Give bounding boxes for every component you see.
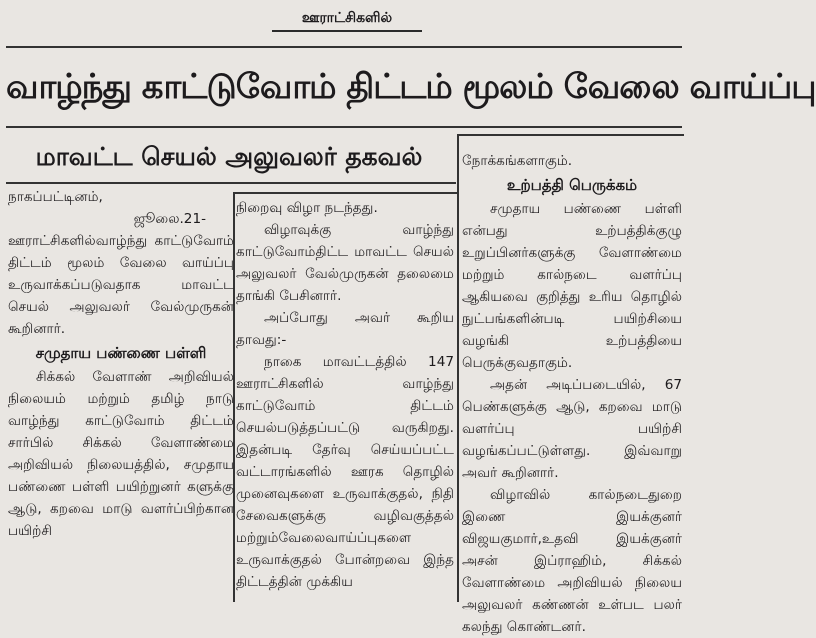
paragraph: சிக்கல் வேளாண் அறிவியல் நிலையம் மற்றும் தமிழ் நாடு வாழ்ந்து காட்டுவோம் திட்டம் சார்பில் சிக்கல் வேளாண்மை அறிவியல் நிலையத்தில், சமுதாய பண்ணை பள்ளி பயிற்றுனர் களுக்கு ஆடு, கறவை மாடு வளர்ப்பிற்கான பயிற்சி [8, 369, 234, 539]
dateline-date: ஜூலை.21- [133, 211, 206, 227]
kicker-label: ஊராட்சிகளில் [272, 10, 422, 32]
paragraph: விழாவில் கால்நடைதுறை இணை இயக்குனர் விஜயகுமார்,உதவி இயக்குனர் அசன் இப்ராஹிம், சிக்கல் வேளாண்மை அறிவியல் நிலைய அலுவலர் கண்ணன் உள்பட பலர் கலந்து கொண்டனர். [462, 487, 682, 635]
paragraph: நிறைவு விழா நடந்தது. [236, 200, 378, 216]
middle-column-top-rule [234, 192, 457, 194]
paragraph: நோக்கங்களாகும். [462, 153, 573, 169]
right-column-top-rule [459, 134, 684, 136]
article-column-1 [8, 186, 234, 596]
paragraph: ஊராட்சிகளில்வாழ்ந்து காட்டுவோம் திட்டம் மூலம் வேலை வாய்ப்பு உருவாக்கப்படுவதாக மாவட்ட செயல் அலுவலர் வேல்முருகன் கூறினார். [8, 233, 234, 337]
dateline [8, 186, 234, 230]
dateline-place: நாகப்பட்டினம், [8, 189, 103, 205]
paragraph: நாகை மாவட்டத்தில் 147 ஊராட்சிகளில் வாழ்ந்து காட்டுவோம் திட்டம் செயல்படுத்தப்பட்டு வருகிறது. இதன்படி தேர்வு செய்யப்பட்ட வட்டாரங்களில் ஊரக தொழில் முனைவுகளை உருவாக்குதல், நிதி சேவைகளுக்கு வழிவகுத்தல் மற்றும்வேலைவாய்ப்புகளை உருவாக்குதல் போன்றவை இந்த திட்டத்தின் முக்கிய [236, 354, 454, 590]
subhead-bottom-rule [6, 182, 456, 184]
top-rule [6, 46, 682, 48]
section-heading: உற்பத்தி பெருக்கம் [506, 176, 638, 194]
paragraph: சமுதாய பண்ணை பள்ளி என்பது உற்பத்திக்குழு உறுப்பினர்களுக்கு வேளாண்மை மற்றும் கால்நடை வளர்ப்பு ஆகியவை குறித்து உரிய தொழில் நுட்பங்களின்படி பயிற்சியை வழங்கி உற்பத்தியை பெருக்குவதாகும். [462, 201, 682, 371]
paragraph: விழாவுக்கு வாழ்ந்து காட்டுவோம்திட்ட மாவட்ட செயல் அலுவலர் வேல்முருகன் தலைமை தாங்கி பேசினார். [236, 222, 454, 304]
subheadline: மாவட்ட செயல் அலுவலர் தகவல் [35, 142, 423, 171]
headline-bottom-rule [6, 126, 682, 128]
paragraph: அதன் அடிப்படையில், 67 பெண்களுக்கு ஆடு, கறவை மாடு வளர்ப்பு பயிற்சி வழங்கப்பட்டுள்ளது. இவ்வாறு அவர் கூறினார். [462, 377, 682, 481]
column-divider-right [457, 134, 459, 602]
article-column-2 [236, 197, 454, 599]
paragraph: அப்போது அவர் கூறிய தாவது:- [236, 310, 454, 348]
headline: வாழ்ந்து காட்டுவோம் திட்டம் மூலம் வேலை வாய்ப்பு [6, 67, 816, 107]
article-column-3 [462, 150, 682, 635]
section-heading: சமுதாய பண்ணை பள்ளி [35, 344, 207, 362]
